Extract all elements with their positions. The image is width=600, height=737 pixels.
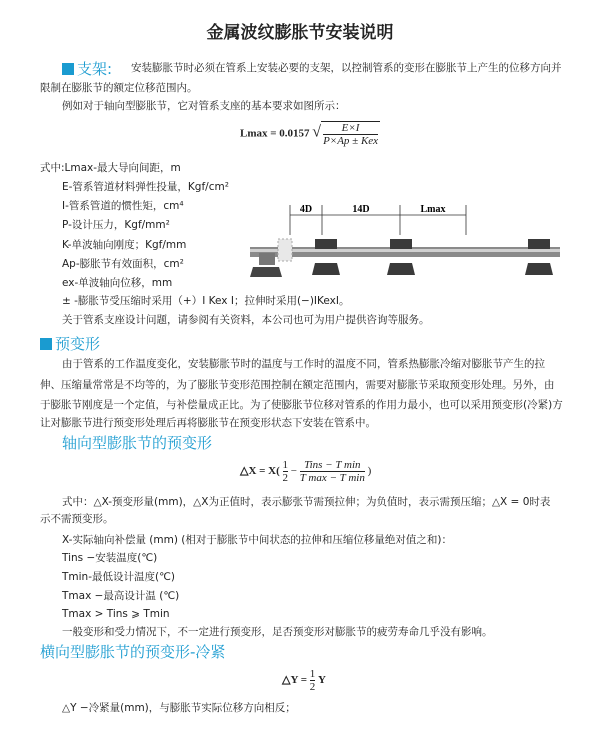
label-4d: 4D	[299, 204, 313, 215]
paragraph-line: 例如对于轴向型膨胀节，它对管系支座的基本要求如图所示：	[62, 100, 346, 112]
label-14d: 14D	[352, 204, 370, 215]
definition-line: ± -膨胀节受压缩时采用（+）I Kex I；拉伸时采用(−)IKexI。	[62, 295, 350, 307]
formula-numerator: E×I	[323, 122, 378, 135]
formula-half-num: 1	[282, 459, 289, 471]
definition-line: 式中:Lmax-最大导向间距，m	[40, 162, 181, 174]
definition-line: 关于管系支座设计问题，请参阅有关资料，本公司也可为用户提供咨询等服务。	[62, 314, 430, 326]
paragraph-line: X-实际轴向补偿量 (mm) (相对于膨胀节中间状态的拉伸和压缩位移量绝对值之和)：	[62, 534, 452, 546]
paragraph-line: 由于管系的工作温度变化，安装膨胀节时的温度与工作时的温度不同，管系热膨胀冷缩对膨胀节产生的拉	[62, 358, 545, 370]
page-title: 金属波纹膨胀节安装说明	[206, 23, 394, 43]
support-block	[528, 239, 550, 249]
formula-rhs: Y	[318, 674, 326, 687]
paragraph-line: 让对膨胀节进行预变形处理后再将膨胀节在预变形状态下安装在管系中。	[40, 417, 376, 429]
section-heading-support	[62, 58, 112, 79]
definition-line: I-管系管道的惯性矩，cm⁴	[62, 200, 184, 212]
formula-denominator: T max − T min	[299, 472, 365, 484]
formula-minus: −	[290, 465, 297, 478]
paragraph-line: 于膨胀节刚度是一个定值，与补偿量成正比。为了使膨胀节位移对管系的作用力最小，也可以采用预变形(冷紧)方	[40, 399, 563, 411]
definition-line: P-设计压力，Kgf/mm²	[62, 219, 170, 231]
paragraph-line: 伸、压缩量常常是不均等的，为了膨胀节变形范围控制在额定范围内，需要对膨胀节采取预变形处理。另外，由	[40, 379, 555, 391]
square-bullet-icon	[62, 63, 74, 75]
definition-line: K-单波轴向刚度；Kgf/mm	[62, 239, 187, 251]
formula-numerator: 1	[309, 668, 316, 680]
paragraph-line: 示不需预变形。	[40, 513, 114, 525]
square-bullet-icon	[40, 338, 52, 350]
support-block	[390, 239, 412, 249]
formula-numerator: Tins − T min	[300, 459, 365, 472]
heading-text: 支架:	[77, 60, 113, 78]
paragraph-line: Tmin-最低设计温度(℃)	[62, 571, 175, 583]
support-block	[315, 239, 337, 249]
bellows	[278, 239, 292, 261]
paragraph-line: Tmax > Tins ⩾ Tmin	[62, 608, 170, 620]
heading-text: 预变形	[55, 335, 101, 353]
paragraph-line: △Y −冷紧量(mm)，与膨胀节实际位移方向相反；	[62, 702, 296, 714]
definition-line: ex-单波轴向位移，mm	[62, 277, 173, 289]
paragraph-line: 限制在膨胀节的额定位移范围内。	[40, 82, 198, 94]
formula-denominator: 2	[309, 681, 316, 693]
formula-lhs: △Y =	[282, 674, 308, 687]
formula-lhs: △X = X(	[240, 465, 280, 478]
formula-close: )	[367, 465, 372, 478]
formula-half-den: 2	[282, 472, 289, 484]
definition-line: Ap-膨胀节有效面积，cm²	[62, 258, 184, 270]
paragraph-line: 安装膨胀节时必须在管系上安装必要的支架，以控制管系的变形在膨胀节上产生的位移方向并	[131, 62, 562, 74]
label-lmax: Lmax	[420, 204, 446, 215]
definition-line: E-管系管道材料弹性投量，Kgf/cm²	[62, 181, 229, 193]
section-heading-predeform	[40, 333, 100, 354]
paragraph-line: Tmax −最高设计温 (℃)	[62, 590, 180, 602]
formula-lmax: Lmax = 0.0157 √ $\frac{E\times I}{\text{P×Ap ± Kex}}$	[240, 122, 379, 147]
paragraph-line: 一般变形和受力情况下，不一定进行预变形，足否预变形对膨胀节的疲劳寿命几乎没有影响。	[62, 626, 493, 638]
formula-delta-x	[240, 459, 371, 484]
paragraph-line: 式中：△X-预变形量(mm)，△X为正值时，表示膨张节需预拉伸；为负值时，表示需预压缩；△X = 0时表	[62, 496, 551, 508]
formula-denominator: P×Ap ± Kex	[323, 135, 379, 147]
support-spacing-diagram	[245, 195, 570, 300]
formula-lhs: Lmax = 0.0157	[240, 127, 310, 140]
subheading-lateral: 横向型膨胀节的预变形-冷紧	[40, 643, 226, 661]
subheading-axial: 轴向型膨胀节的预变形	[62, 434, 213, 452]
formula-delta-y	[282, 668, 326, 693]
paragraph-line: Tins −安装温度(℃)	[62, 552, 158, 564]
